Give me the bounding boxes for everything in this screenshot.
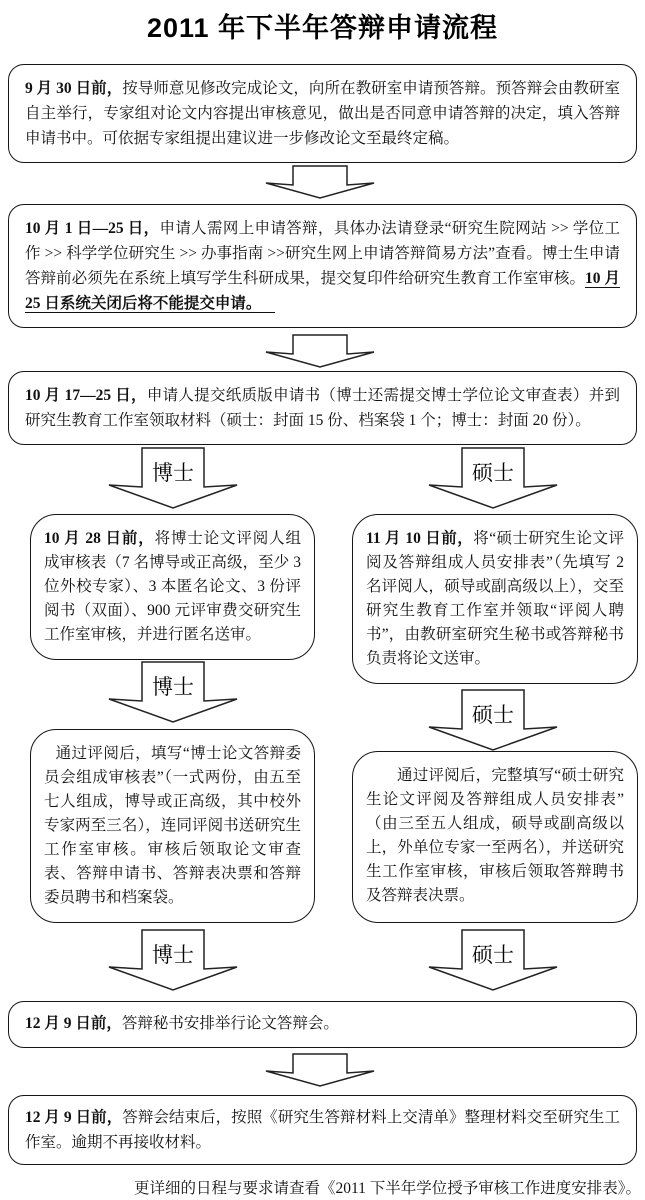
- down-arrow-icon: [265, 334, 375, 368]
- down-arrow-icon: [265, 165, 375, 199]
- arrow-doctor-branch-2: [108, 661, 238, 723]
- step5-body: 答辩会结束后，按照《研究生答辩材料上交清单》整理材料交至研究生工作室。逾期不再接收材料。: [25, 1109, 620, 1151]
- arrow-master-branch-2: [428, 689, 558, 751]
- master-step1-date: 11 月 10 日前，: [366, 530, 474, 547]
- arrow-doctor-branch-3: [108, 929, 238, 991]
- step1-date: 9 月 30 日前，: [25, 80, 123, 97]
- arrow-master-branch-3: [428, 929, 558, 991]
- step1-body: 按导师意见修改完成论文，向所在教研室申请预答辩。预答辩会由教研室自主举行，专家组对论文内容提出审核意见，做出是否同意申请答辩的决定，填入答辩申请书中。可依据专家组提出建议进一步修改论文至最终定稿。: [25, 80, 620, 147]
- step1-text: [25, 76, 620, 151]
- doctor-step1-date: 10 月 28 日前，: [44, 530, 155, 547]
- arrow-master-branch-1: [428, 447, 558, 509]
- master-arrow-label: 硕士: [472, 943, 514, 967]
- master-step2-box: [352, 751, 638, 923]
- arrow-doctor-branch-1: [108, 447, 238, 509]
- master-arrow-label: 硕士: [472, 703, 514, 727]
- doctor-arrow-label: 博士: [152, 675, 194, 699]
- doctor-arrow-label: 博士: [152, 943, 194, 967]
- footer-note: 更详细的日程与要求请查看《2011 下半年学位授予审核工作进度安排表》。: [133, 1180, 641, 1197]
- step2-box: [8, 204, 637, 328]
- step2-deadline-warning: 10 月 25 日系统关闭后将不能提交申请。: [25, 270, 620, 312]
- step4-text: [25, 1011, 620, 1036]
- step2-body: 申请人需网上申请答辩，具体办法请登录“研究生院网站 >> 学位工作 >> 科学学位研究生 >> 办事指南 >>研究生网上申请答辩简易方法”查看。博士生申请答辩前必须先在系统上填写学生科研成果，提交复印件给研究生教育工作室审核。: [25, 220, 620, 287]
- step3-text: [25, 383, 620, 433]
- arrow-step2-step3: [265, 334, 375, 368]
- master-step1-text: [366, 527, 624, 671]
- step4-body: 答辩秘书安排举行论文答辩会。: [121, 1015, 339, 1032]
- step2-text: [25, 216, 620, 316]
- step3-body: 申请人提交纸质版申请书（博士还需提交博士学位论文审查表）并到研究生教育工作室领取材料（硕士：封面 15 份、档案袋 1 个；博士：封面 20 份）。: [25, 387, 620, 429]
- master-arrow-label: 硕士: [472, 461, 514, 485]
- down-arrow-icon: [265, 1053, 375, 1087]
- doctor-arrow-label: 博士: [152, 461, 194, 485]
- step3-box: [8, 371, 637, 445]
- doctor-step1-body: 将博士论文评阅人组成审核表（7 名博导或正高级，至少 3 位外校专家）、3 本匿名论文、3 份评阅书（双面）、900 元评审费交研究生工作室审核，并进行匿名送审。: [44, 530, 301, 643]
- doctor-step2-text: 通过评阅后，填写“博士论文答辩委员会组成审核表”（一式两份，由五至七人组成，博导或正高级，其中校外专家两至三名），连同评阅书送研究生工作室审核。审核后领取论文审查表、答辩申请书、答辩表决票和答辩委员聘书和档案袋。: [44, 745, 301, 906]
- step1-box: [8, 64, 637, 163]
- page-title: 2011 年下半年答辩申请流程: [146, 13, 499, 43]
- master-step1-box: [352, 514, 638, 684]
- doctor-step1-box: [30, 514, 315, 660]
- doctor-step2-box: [30, 729, 315, 923]
- arrow-step1-step2: [265, 165, 375, 199]
- step3-date: 10 月 17—25 日，: [25, 387, 147, 404]
- step5-box: [8, 1095, 637, 1165]
- step5-date: 12 月 9 日前，: [25, 1109, 123, 1126]
- step4-box: [8, 1001, 637, 1048]
- step2-date: 10 月 1 日—25 日，: [25, 220, 160, 237]
- doctor-step1-text: [44, 527, 301, 647]
- arrow-step4-step5: [265, 1053, 375, 1087]
- master-step1-body: 将“硕士研究生论文评阅及答辩组成人员安排表”（先填写 2 名评阅人，硕导或副高级以上），交至研究生教育工作室并领取“评阅人聘书”，由教研室研究生秘书或答辩秘书负责将论文送审。: [366, 530, 624, 667]
- master-step2-text: 通过评阅后，完整填写“硕士研究生论文评阅及答辩组成人员安排表”（由三至五人组成，硕导或副高级以上，外单位专家一至两名），并送研究生工作室审核，审核后领取答辩聘书及答辩表决票。: [366, 767, 624, 904]
- step4-date: 12 月 9 日前，: [25, 1015, 122, 1032]
- step5-text: [25, 1105, 620, 1155]
